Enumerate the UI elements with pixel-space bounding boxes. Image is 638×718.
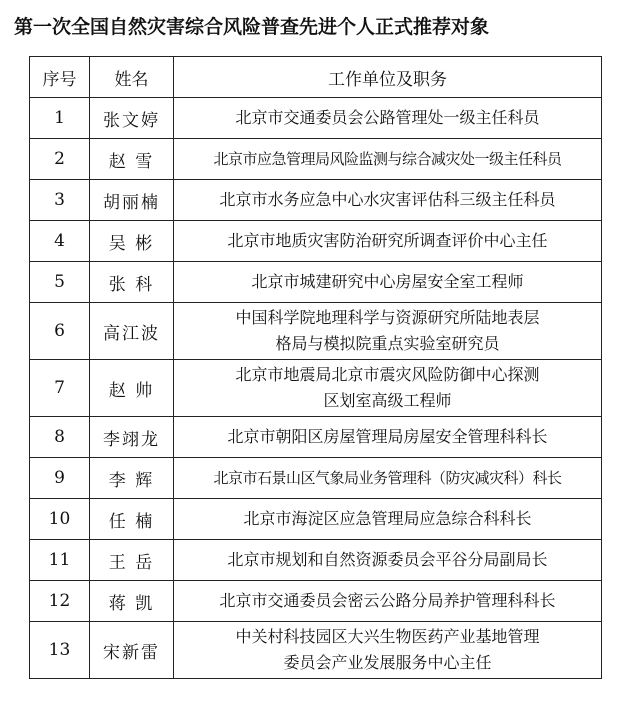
header-number: 序号 — [30, 57, 90, 98]
row-number: 5 — [30, 262, 90, 303]
row-name: 王 岳 — [90, 540, 174, 581]
row-unit-position — [174, 417, 602, 458]
row-name: 蒋 凯 — [90, 581, 174, 622]
table-row — [30, 622, 602, 679]
unit-line: 北京市规划和自然资源委员会平谷分局副局长 — [227, 550, 548, 569]
row-name: 胡丽楠 — [90, 180, 174, 221]
row-unit-position — [174, 622, 602, 679]
header-unit-position: 工作单位及职务 — [174, 57, 602, 98]
row-name: 吴 彬 — [90, 221, 174, 262]
row-name: 高江波 — [90, 303, 174, 360]
header-name: 姓名 — [90, 57, 174, 98]
unit-line: 委员会产业发展服务中心主任 — [283, 653, 492, 672]
table-row — [30, 360, 602, 417]
table-row — [30, 540, 602, 581]
unit-line: 格局与模拟院重点实验室研究员 — [275, 334, 500, 353]
row-unit-position — [174, 221, 602, 262]
table-row — [30, 303, 602, 360]
unit-line: 中关村科技园区大兴生物医药产业基地管理 — [235, 627, 540, 646]
row-unit-position — [174, 303, 602, 360]
unit-line: 北京市朝阳区房屋管理局房屋安全管理科科长 — [227, 427, 548, 446]
row-number: 12 — [30, 581, 90, 622]
document-title: 第一次全国自然灾害综合风险普查先进个人正式推荐对象 — [14, 16, 490, 38]
row-number: 2 — [30, 139, 90, 180]
table-row — [30, 458, 602, 499]
row-unit-position — [174, 581, 602, 622]
row-name: 李翊龙 — [90, 417, 174, 458]
table-row — [30, 262, 602, 303]
unit-line: 中国科学院地理科学与资源研究所陆地表层 — [235, 308, 540, 327]
table-row — [30, 581, 602, 622]
row-number: 8 — [30, 417, 90, 458]
unit-line: 北京市地质灾害防治研究所调查评价中心主任 — [227, 231, 548, 250]
recommendation-table — [29, 56, 602, 679]
unit-line: 北京市交通委员会密云公路分局养护管理科科长 — [219, 591, 556, 610]
row-unit-position — [174, 180, 602, 221]
unit-line: 北京市城建研究中心房屋安全室工程师 — [251, 272, 524, 291]
row-unit-position — [174, 262, 602, 303]
row-name: 宋新雷 — [90, 622, 174, 679]
table-row — [30, 417, 602, 458]
row-name: 任 楠 — [90, 499, 174, 540]
table-row — [30, 499, 602, 540]
unit-line: 区划室高级工程师 — [323, 391, 452, 410]
row-unit-position — [174, 540, 602, 581]
row-number: 3 — [30, 180, 90, 221]
row-unit-position — [174, 139, 602, 180]
row-number: 9 — [30, 458, 90, 499]
row-name: 张 科 — [90, 262, 174, 303]
row-number: 7 — [30, 360, 90, 417]
table-row — [30, 139, 602, 180]
row-name: 李 辉 — [90, 458, 174, 499]
unit-line: 北京市交通委员会公路管理处一级主任科员 — [235, 108, 540, 127]
table-row — [30, 180, 602, 221]
row-number: 4 — [30, 221, 90, 262]
row-number: 6 — [30, 303, 90, 360]
row-name: 赵 帅 — [90, 360, 174, 417]
table-row — [30, 221, 602, 262]
row-number: 10 — [30, 499, 90, 540]
row-unit-position — [174, 458, 602, 499]
unit-line: 北京市地震局北京市震灾风险防御中心探测 — [235, 365, 540, 384]
row-number: 13 — [30, 622, 90, 679]
unit-line: 北京市应急管理局风险监测与综合减灾处一级主任科员 — [213, 150, 562, 168]
table-row — [30, 98, 602, 139]
row-unit-position — [174, 98, 602, 139]
row-unit-position — [174, 499, 602, 540]
row-number: 1 — [30, 98, 90, 139]
row-number: 11 — [30, 540, 90, 581]
unit-line: 北京市石景山区气象局业务管理科（防灾减灾科）科长 — [213, 469, 562, 487]
row-name: 张文婷 — [90, 98, 174, 139]
row-name: 赵 雪 — [90, 139, 174, 180]
unit-line: 北京市海淀区应急管理局应急综合科科长 — [243, 509, 532, 528]
unit-line: 北京市水务应急中心水灾害评估科三级主任科员 — [219, 190, 556, 209]
row-unit-position — [174, 360, 602, 417]
table-header-row — [30, 57, 602, 98]
